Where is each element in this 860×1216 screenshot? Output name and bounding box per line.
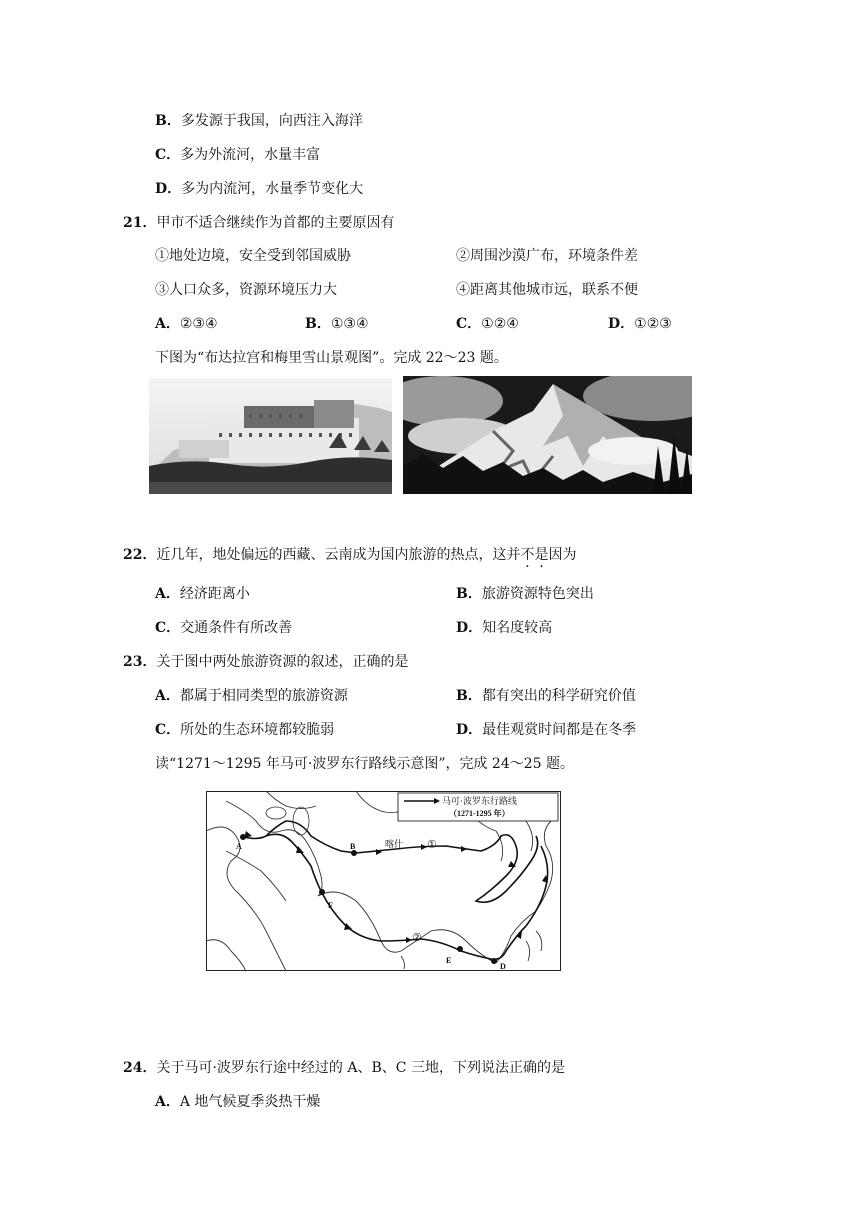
q22-option-c: C．交通条件有所改善 [155, 620, 293, 636]
q21-item-1: ①地处边境，安全受到邻国威胁 [155, 248, 351, 264]
potala-palace-photo [149, 378, 392, 494]
q24-stem: 24．关于马可·波罗东行途中经过的 A、B、C 三地，下列说法正确的是 [123, 1060, 565, 1076]
q20-option-b: B．多发源于我国，向西注入海洋 [155, 113, 363, 129]
q21-option-d: D．①②③ [608, 316, 672, 332]
q24-option-a: A．A 地气候夏季炎热干燥 [155, 1094, 321, 1110]
map-label-a: A [236, 842, 242, 851]
map-label-circle-1: ① [427, 839, 437, 851]
map-legend-title: 马可·波罗东行路线 [442, 796, 517, 806]
q23-option-c: C．所处的生态环境都较脆弱 [155, 722, 335, 738]
q20-option-c: C．多为外流河，水量丰富 [155, 147, 321, 163]
q23-stem: 23．关于图中两处旅游资源的叙述，正确的是 [123, 654, 409, 670]
q21-item-4: ④距离其他城市远，联系不便 [456, 282, 638, 298]
intro-22-23: 下图为“布达拉宫和梅里雪山景观图”。完成 22～23 题。 [155, 350, 508, 366]
q23-option-d: D．最佳观赏时间都是在冬季 [456, 722, 637, 738]
map-label-kashgar: 喀什 [385, 839, 404, 849]
map-label-f: F [328, 901, 333, 910]
q20-option-d: D．多为内流河，水量季节变化大 [155, 181, 364, 197]
q21-item-2: ②周围沙漠广布，环境条件差 [456, 248, 638, 264]
map-label-b: B [350, 842, 356, 851]
q22-option-d: D．知名度较高 [456, 620, 553, 636]
map-legend-period: （1271-1295 年） [449, 809, 510, 818]
map-label-e: E [446, 956, 452, 965]
map-label-d: D [500, 962, 506, 971]
q21-option-b: B．①③④ [305, 316, 369, 332]
intro-24-25: 读“1271～1295 年马可·波罗东行路线示意图”，完成 24～25 题。 [155, 756, 575, 772]
q23-option-b: B．都有突出的科学研究价值 [456, 688, 636, 704]
q21-item-3: ③人口众多，资源环境压力大 [155, 282, 337, 298]
q22-option-a: A．经济距离小 [155, 586, 250, 602]
q21-option-a: A．②③④ [155, 316, 218, 332]
map-label-circle-2: ② [412, 932, 422, 944]
q22-stem: 22．近几年，地处偏远的西藏、云南成为国内旅游的热点，这并不是因为 [123, 547, 577, 563]
q21-option-c: C．①②④ [456, 316, 519, 332]
marco-polo-route-map [206, 791, 561, 971]
q22-option-b: B．旅游资源特色突出 [456, 586, 594, 602]
q21-stem: 21．甲市不适合继续作为首都的主要原因有 [123, 215, 395, 231]
meili-snow-mountain-photo [403, 376, 692, 494]
q23-option-a: A．都属于相同类型的旅游资源 [155, 688, 348, 704]
